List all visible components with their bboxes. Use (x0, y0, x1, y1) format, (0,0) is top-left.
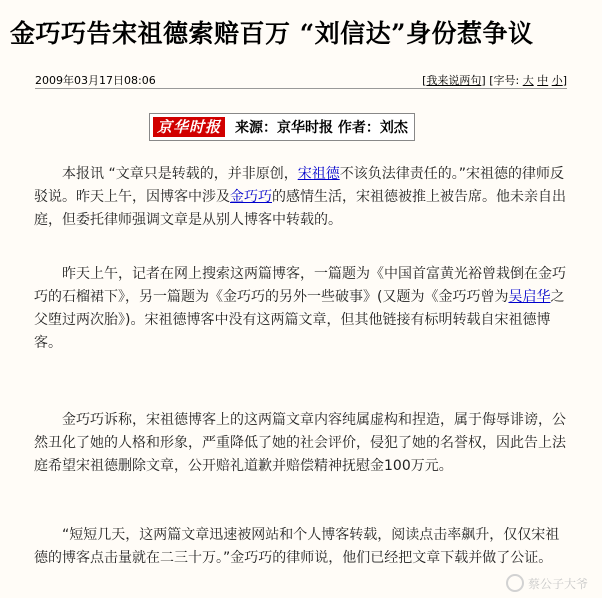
font-size-label: ] [字号: (481, 74, 523, 87)
font-size-medium-link[interactable]: 中 (537, 74, 549, 87)
chat-bubble-icon (506, 574, 524, 592)
font-size-small-link[interactable]: 小 (551, 74, 563, 87)
article-paragraph (34, 409, 568, 478)
article-paragraph (34, 263, 568, 355)
source-box (149, 113, 415, 141)
inline-link[interactable]: 吴启华 (508, 289, 551, 305)
paragraph-text: 昨天上午，记者在网上搜索这两篇博客，一篇题为《中国首富黄光裕曾栽倒在金巧巧的石榴裙下》，另一篇题为《金巧巧的另外一些破事》(又题为《金巧巧曾为 (34, 266, 566, 305)
article-tools (422, 72, 567, 88)
paragraph-text: “短短几天，这两篇文章迅速被网站和个人博客转载，阅读点击率飙升，仅仅宋祖德的博客点击量就在二三十万。”金巧巧的律师说，他们已经把文章下载并做了公证。 (34, 527, 560, 566)
bracket-open: [ (422, 74, 427, 87)
article-paragraph (34, 524, 568, 570)
source-credit: 来源：京华时报 作者：刘杰 (235, 120, 408, 136)
paragraph-text: 之父堕过两次胎》)。宋祖德博客中没有这两篇文章，但其他链接有标明转载自宋祖德博客。 (34, 289, 565, 351)
inline-link[interactable]: 宋祖德 (297, 166, 340, 182)
inline-link[interactable]: 金巧巧 (230, 189, 272, 205)
meta-divider (35, 88, 567, 89)
article-headline: 金巧巧告宋祖德索赔百万 “刘信达”身份惹争议 (10, 19, 534, 48)
paragraph-text: 本报讯 “文章只是转载的，并非原创， (62, 166, 298, 182)
bracket-close: ] (562, 74, 567, 87)
comment-link[interactable]: 我来说两句 (426, 74, 482, 87)
watermark-text: 蔡公子大爷 (527, 576, 588, 591)
paragraph-text: 不该负法律责任的。”宋祖德的律师反驳说。昨天上午，因博客中涉及 (34, 166, 564, 205)
paragraph-text: 的感情生活，宋祖德被推上被告席。他未亲自出庭，但委托律师强调文章是从别人博客中转载的。 (34, 189, 566, 228)
newspaper-logo: 京华时报 (153, 117, 225, 137)
paragraph-text: 金巧巧诉称，宋祖德博客上的这两篇文章内容纯属虚构和捏造，属于侮辱诽谤，公然丑化了她的人格和形象，严重降低了她的社会评价，侵犯了她的名誉权，因此告上法庭希望宋祖德删除文章，公开赔礼道歉并赔偿精神抚慰金100万元。 (34, 412, 566, 474)
watermark (506, 574, 588, 592)
article-paragraph (34, 163, 568, 232)
publish-datetime: 2009年03月17日08:06 (35, 74, 156, 87)
font-size-large-link[interactable]: 大 (522, 74, 534, 87)
